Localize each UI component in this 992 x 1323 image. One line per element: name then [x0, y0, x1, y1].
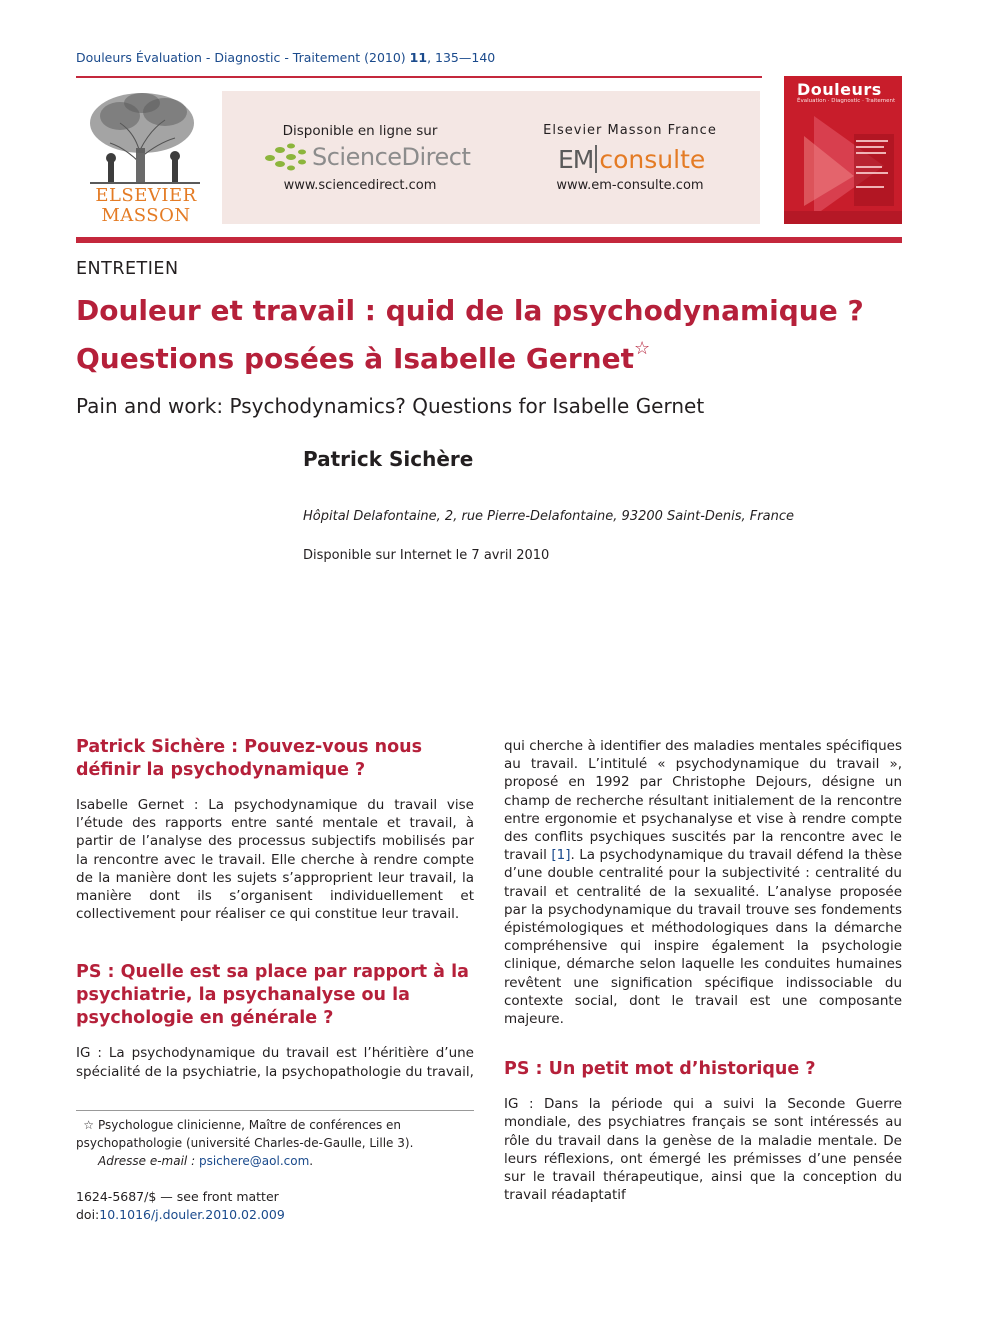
footnote	[76, 1116, 476, 1170]
citation-volume: 11	[409, 50, 428, 65]
emconsulte-url[interactable]: www.em-consulte.com	[556, 178, 704, 193]
author-affiliation: Hôpital Delafontaine, 2, rue Pierre-Delafontaine, 93200 Saint-Denis, France	[303, 509, 794, 524]
question-3: PS : Un petit mot d’historique ?	[504, 1059, 816, 1080]
doi-line	[76, 1206, 285, 1224]
journal-citation	[76, 50, 495, 65]
sciencedirect-caption: Disponible en ligne sur	[282, 123, 438, 139]
sciencedirect-wordmark: ScienceDirect	[312, 143, 471, 171]
question-1: Patrick Sichère : Pouvez-vous nous définir la psychodynamique ?	[76, 737, 423, 780]
footnote-text: Psychologue clinicienne, Maître de conférences en psychopathologie (université Charles-de-Gaulle, Lille 3).	[76, 1118, 414, 1150]
left-column	[76, 736, 474, 1081]
article-title	[76, 292, 916, 378]
emconsulte-em: EM	[558, 145, 594, 174]
article-subtitle: Pain and work: Psychodynamics? Questions for Isabelle Gernet	[76, 394, 705, 418]
title-line-1: Douleur et travail : quid de la psychodynamique ?	[76, 294, 864, 327]
sciencedirect-url[interactable]: www.sciencedirect.com	[283, 178, 437, 193]
answer-1: Isabelle Gernet : La psychodynamique du travail vise l’étude des rapports entre santé mentale et travail, à partir de l’analyse des processus subjectifs mobilisés par la rencontre avec le travail. Elle cherche à rendre compte de la manière dont les sujets s’approprient leur travail, la manière dont ils s’organisent individuellement et collectivement pour réaliser ce qui constitue leur travail.	[76, 797, 474, 923]
footnote-star-icon: ☆	[83, 1118, 94, 1132]
answer-2: IG : La psychodynamique du travail est l’héritière d’une spécialité de la psychiatrie, la psychopathologie du travail,	[76, 1045, 474, 1080]
online-date: Disponible sur Internet le 7 avril 2010	[303, 548, 550, 563]
header-rule	[76, 237, 902, 243]
emconsulte-consulte: consulte	[599, 145, 706, 174]
question-2: PS : Quelle est sa place par rapport à la psychiatrie, la psychanalyse ou la psychologie en générale ?	[76, 962, 469, 1029]
doi-label: doi:	[76, 1207, 100, 1222]
footnote-period: .	[309, 1154, 314, 1168]
emconsulte-logo	[558, 145, 705, 174]
citation-journal: Douleurs Évaluation - Diagnostic - Traitement (2010)	[76, 50, 406, 65]
footnote-email[interactable]: psichere@aol.com	[198, 1154, 310, 1168]
reference-link[interactable]: [1]	[551, 847, 571, 864]
emconsulte-caption: Elsevier Masson France	[543, 123, 717, 138]
issn-line: 1624-5687/$ — see front matter	[76, 1189, 279, 1204]
journal-cover	[784, 76, 902, 224]
top-rule	[76, 76, 762, 78]
citation-sep: ,	[427, 50, 436, 65]
answer-2-part-a: qui cherche à identifier des maladies mentales spécifiques au travail. L’intitulé « psychodynamique du travail », proposé en 1992 par Christophe Dejours, désigne un champ de recherche résultant initialement de la rencontre entre ergonomie et psychanalyse et vise à rendre compte des conflits psychiques suscités par la rencontre avec le travail	[504, 738, 902, 864]
footnote-email-line	[76, 1152, 476, 1170]
answer-3: IG : Dans la période qui a suivi la Seconde Guerre mondiale, des psychiatres français se sont intéressés au rôle du travail dans la genèse de la maladie mentale. De leurs réflexions, ont émergé les prémisses d’une pensée sur le travail thérapeutique, ainsi que la conception du travail réadaptatif	[504, 1096, 902, 1204]
title-footnote-star-icon[interactable]: ☆	[633, 338, 651, 359]
doi-link[interactable]: 10.1016/j.douler.2010.02.009	[99, 1207, 285, 1222]
footnote-rule	[76, 1110, 474, 1111]
article-author: Patrick Sichère	[303, 447, 474, 471]
cover-subtitle: Évaluation · Diagnostic · Traitement	[797, 98, 896, 104]
publisher-logo-text: ELSEVIER MASSON	[95, 185, 197, 226]
title-line-2-text: Questions posées à Isabelle Gernet	[76, 342, 634, 375]
article-section: ENTRETIEN	[76, 259, 179, 279]
issn-block	[76, 1188, 285, 1224]
emconsulte-divider	[595, 145, 597, 173]
answer-2-part-b: . La psychodynamique du travail défend la thèse d’une double centralité pour la subjectivité : centralité du travail et centralité de la sexualité. L’analyse proposée par la psychodynamique du travail trouve ses fondements épistémologiques et méthodologiques dans la démarche compréhensive qui inspire également la psychologie clinique, démarche selon laquelle les conduites humaines revêtent une signification spécifique indissociable du contexte social, dont le travail est une composante majeure.	[504, 847, 902, 1028]
cover-title: Douleurs	[797, 80, 882, 99]
title-line-2	[76, 330, 916, 378]
citation-pages: 135—140	[435, 50, 496, 65]
answer-2-continued	[504, 737, 902, 1028]
footnote-affiliation	[76, 1116, 476, 1152]
right-column	[504, 737, 902, 1204]
footnote-email-label: Adresse e-mail :	[98, 1154, 196, 1168]
sciencedirect-leaves-icon	[262, 140, 310, 176]
